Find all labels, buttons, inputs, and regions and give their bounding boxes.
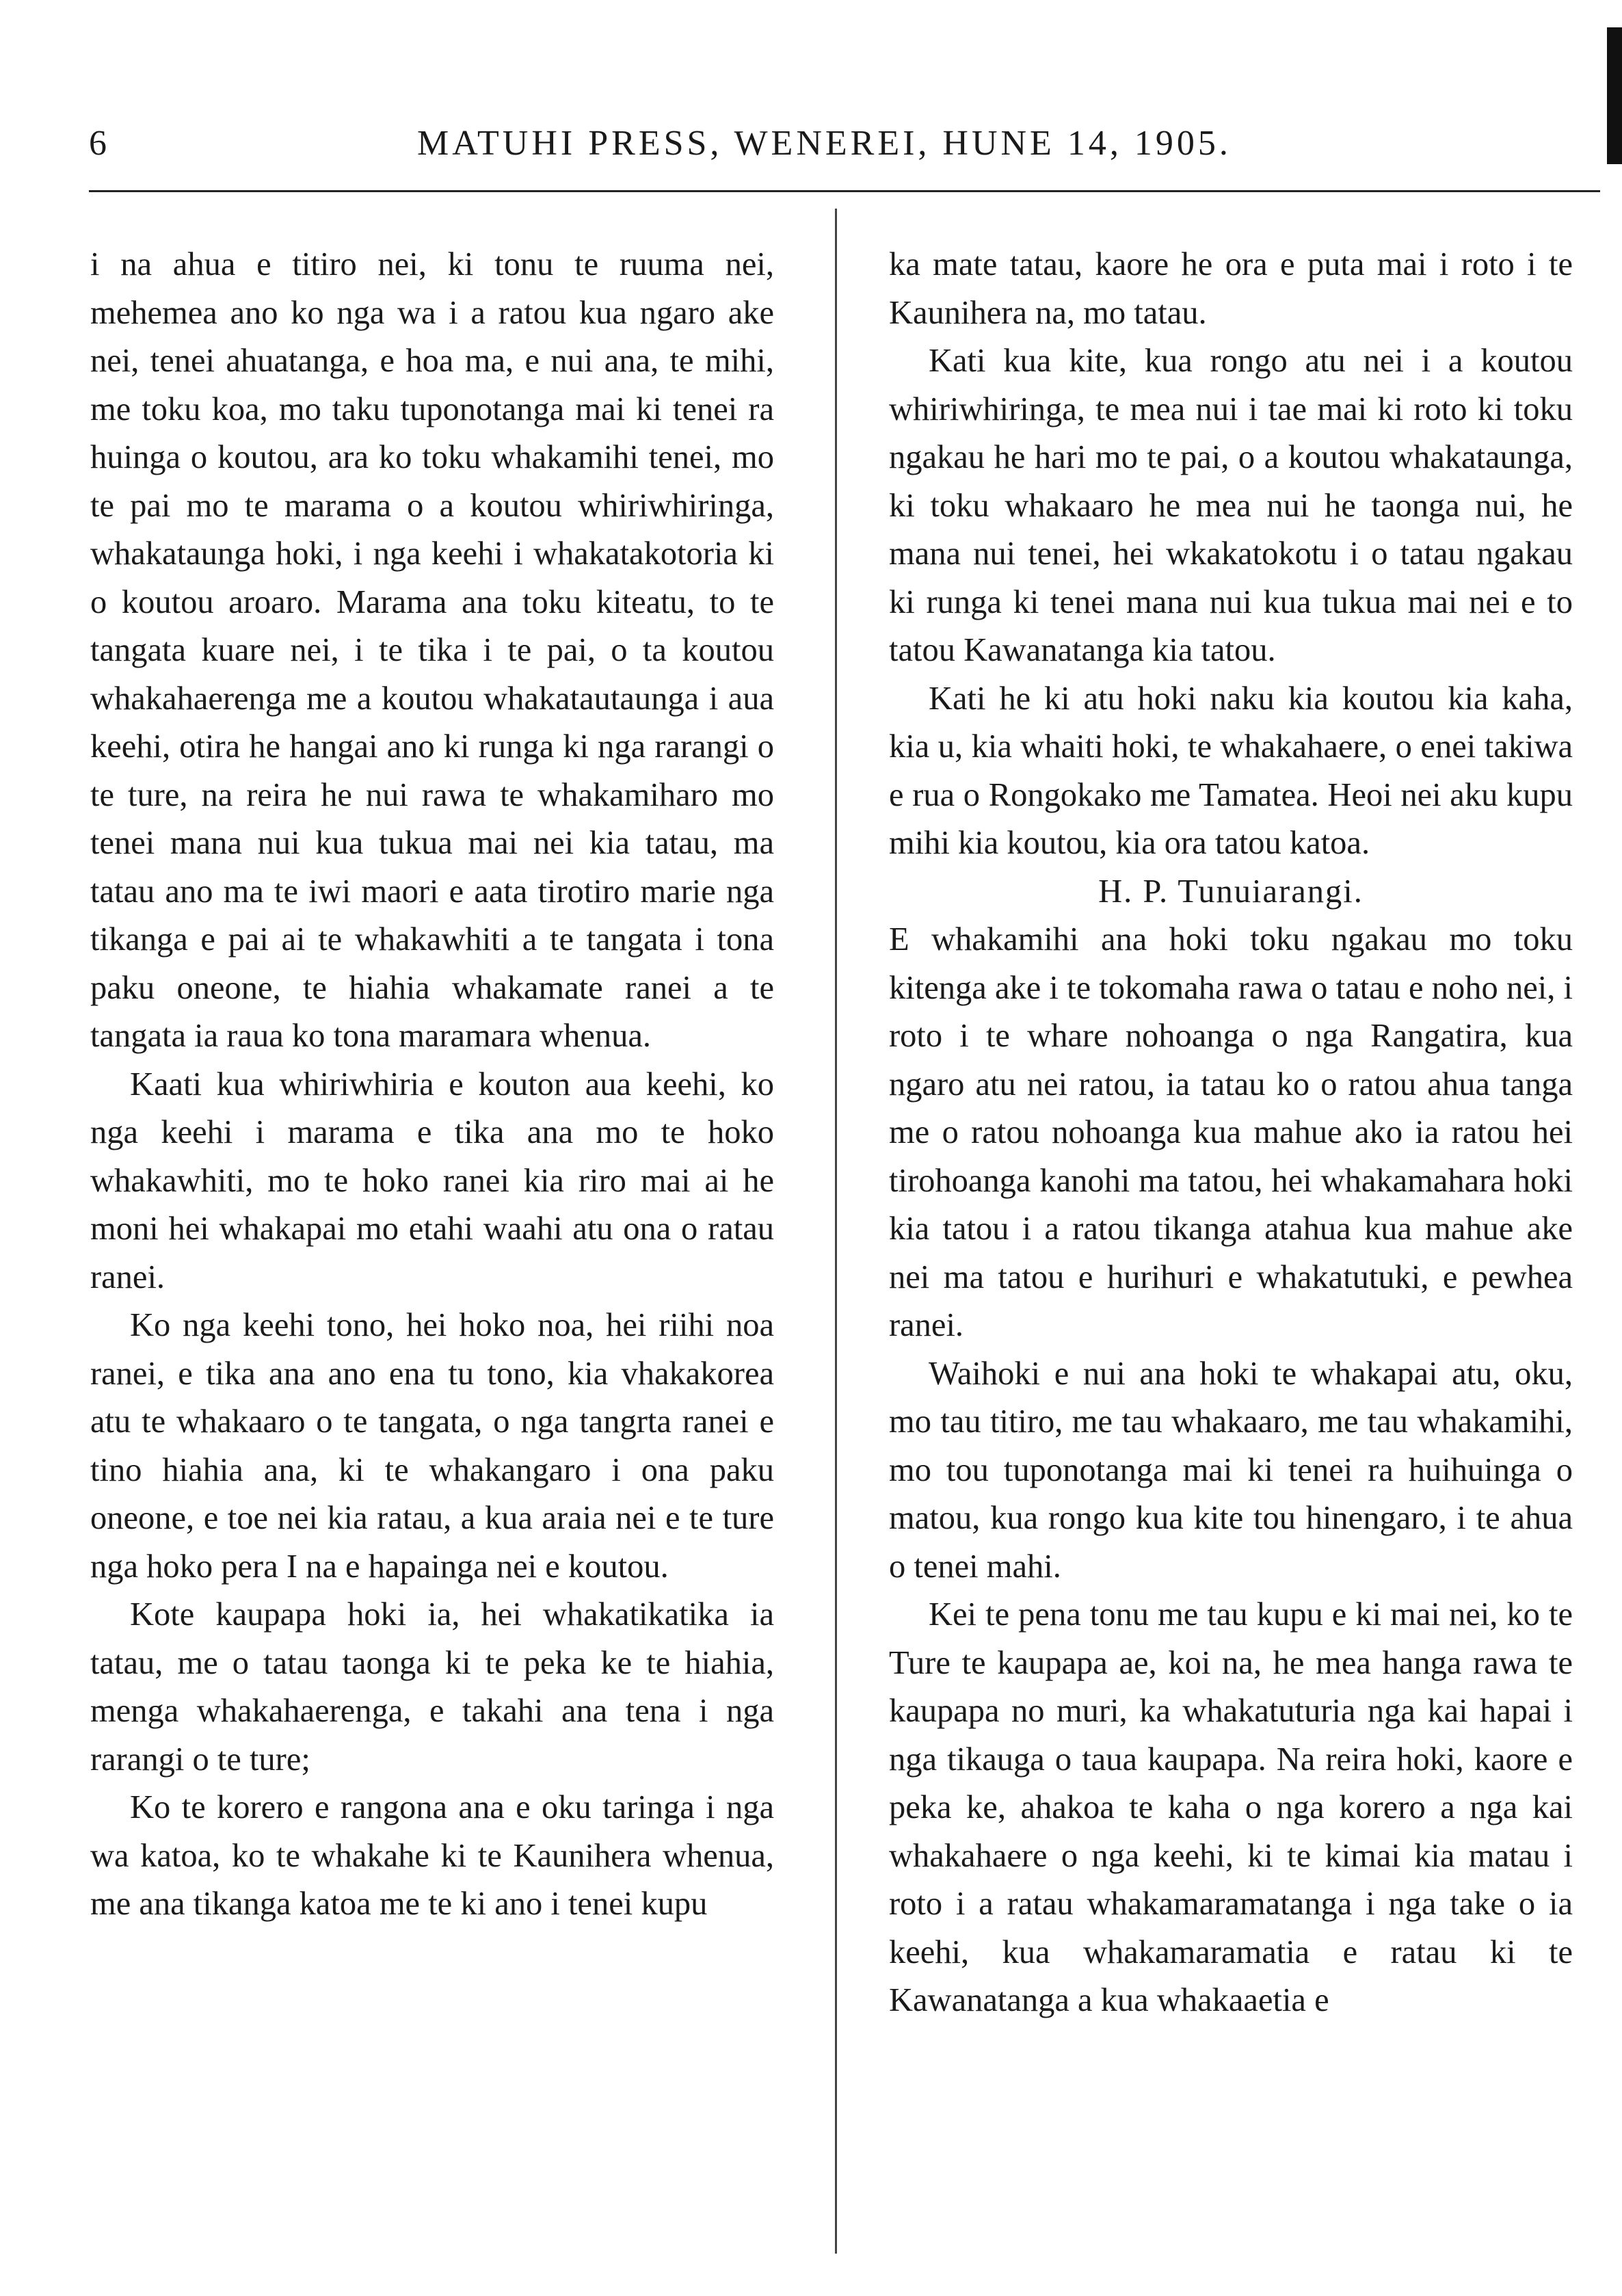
left-column xyxy=(90,241,774,1929)
article-paragraph: Kati kua kite, kua rongo atu nei i a koutou whiriwhiringa, te mea nui i tae mai ki roto ki toku ngakau he hari mo te pai, o a koutou whakataunga, ki toku whakaaro he mea nui he taonga nui, he mana nui tenei, hei wkakatokotu i o tatau ngakau ki runga ki tenei mana nui kua tukua mai nei e to tatou Kawanatanga kia tatou. xyxy=(889,343,1573,668)
article-paragraph: E whakamihi ana hoki toku ngakau mo toku kitenga ake i te tokomaha rawa o tatau e noho nei, i roto i te whare nohoanga o nga Rangatira, kua ngaro atu nei ratou, ia tatau ko o ratou ahua tanga me o ratou nohoanga kua mahue ako ia ratou hei tirohoanga kanohi ma tatou, hei whakamahara hoki kia tatou i a ratou tikanga atahua kua mahue ake nei ma tatou e hurihuri e whakatutuki, e pewhea ranei. xyxy=(889,921,1573,1343)
article-paragraph: Kote kaupapa hoki ia, hei whakatikatika ia tatau, me o tatau taonga ki te peka ke te hiahia, menga whakahaerenga, e takahi ana tena i nga rarangi o te ture; xyxy=(90,1596,774,1778)
article-paragraph: Ko nga keehi tono, hei hoko noa, hei riihi noa ranei, e tika ana ano ena tu tono, kia vhakakorea atu te whakaaro o te tangata, o nga tangrta ranei e tino hiahia ana, ki te whakangaro i ona paku oneone, e toe nei kia ratau, a kua araia nei e te ture nga hoko pera I na e hapainga nei e koutou. xyxy=(90,1307,774,1585)
article-paragraph: Waihoki e nui ana hoki te whakapai atu, oku, mo tau titiro, me tau whakaaro, me tau whakamihi, mo tou tuponotanga mai ki tenei ra huihuinga o matou, kua rongo kua kite tou hinengaro, i te ahua o tenei mahi. xyxy=(889,1355,1573,1585)
page-number: 6 xyxy=(89,124,107,163)
column-divider xyxy=(835,209,837,2254)
article-paragraph: Kei te pena tonu me tau kupu e ki mai nei, ko te Ture te kaupapa ae, koi na, he mea hanga rawa te kaupapa no muri, ka whakatuturia nga kai hapai i nga tikauga o taua kaupapa. Na reira hoki, kaore e peka ke, ahakoa te kaha o nga korero a nga kai whakahaere o nga keehi, ki te kimai kia matau i roto i a ratau whakamaramatanga i nga take o ia keehi, kua whakamaramatia e ratau ki te Kawanatanga a kua whakaaetia e xyxy=(889,1596,1573,2018)
page-header xyxy=(89,123,1532,171)
header-rule xyxy=(89,190,1600,192)
article-paragraph: Kaati kua whiriwhiria e kouton aua keehi, ko nga keehi i marama e tika ana mo te hoko whakawhiti, mo te hoko ranei kia riro mai ai he moni hei whakapai mo etahi waahi atu ona o ratau ranei. xyxy=(90,1066,774,1295)
article-paragraph: Kati he ki atu hoki naku kia koutou kia kaha, kia u, kia whaiti hoki, te whakahaere, o enei takiwa e rua o Rongokako me Tamatea. Heoi nei aku kupu mihi kia koutou, kia ora tatou katoa. xyxy=(889,680,1573,861)
article-paragraph: Ko te korero e rangona ana e oku taringa i nga wa katoa, ko te whakahe ki te Kaunihera whenua, me ana tikanga katoa me te ki ano i tenei kupu xyxy=(90,1789,774,1922)
page-edge-mark xyxy=(1607,27,1622,164)
running-title: MATUHI PRESS, WENEREI, HUNE 14, 1905. xyxy=(417,124,1232,163)
right-column xyxy=(889,241,1573,2025)
article-paragraph: i na ahua e titiro nei, ki tonu te ruuma nei, mehemea ano ko nga wa i a ratou kua ngaro ake nei, tenei ahuatanga, e hoa ma, e nui ana, te mihi, me toku koa, mo taku tuponotanga mai ki tenei ra huinga o koutou, ara ko toku whakamihi tenei, mo te pai mo te marama o a koutou whiriwhiringa, whakataunga hoki, i nga keehi i whakatakotoria ki o koutou aroaro. Marama ana toku kiteatu, to te tangata kuare nei, i te tika i te pai, o ta koutou whakahaerenga me a koutou whakatautaunga i aua keehi, otira he hangai ano ki runga ki nga rarangi o te ture, na reira he nui rawa te whakamiharo mo tenei mana nui kua tukua mai nei kia tatau, ma tatau ano ma te iwi maori e aata tirotiro marie nga tikanga e pai ai te whakawhiti a te tangata i tona paku oneone, te hiahia whakamate ranei a te tangata ia raua ko tona maramara whenua. xyxy=(90,246,774,1054)
letter-signature: H. P. Tunuiarangi. xyxy=(1098,873,1364,910)
article-paragraph: ka mate tatau, kaore he ora e puta mai i roto i te Kaunihera na, mo tatau. xyxy=(889,246,1573,331)
